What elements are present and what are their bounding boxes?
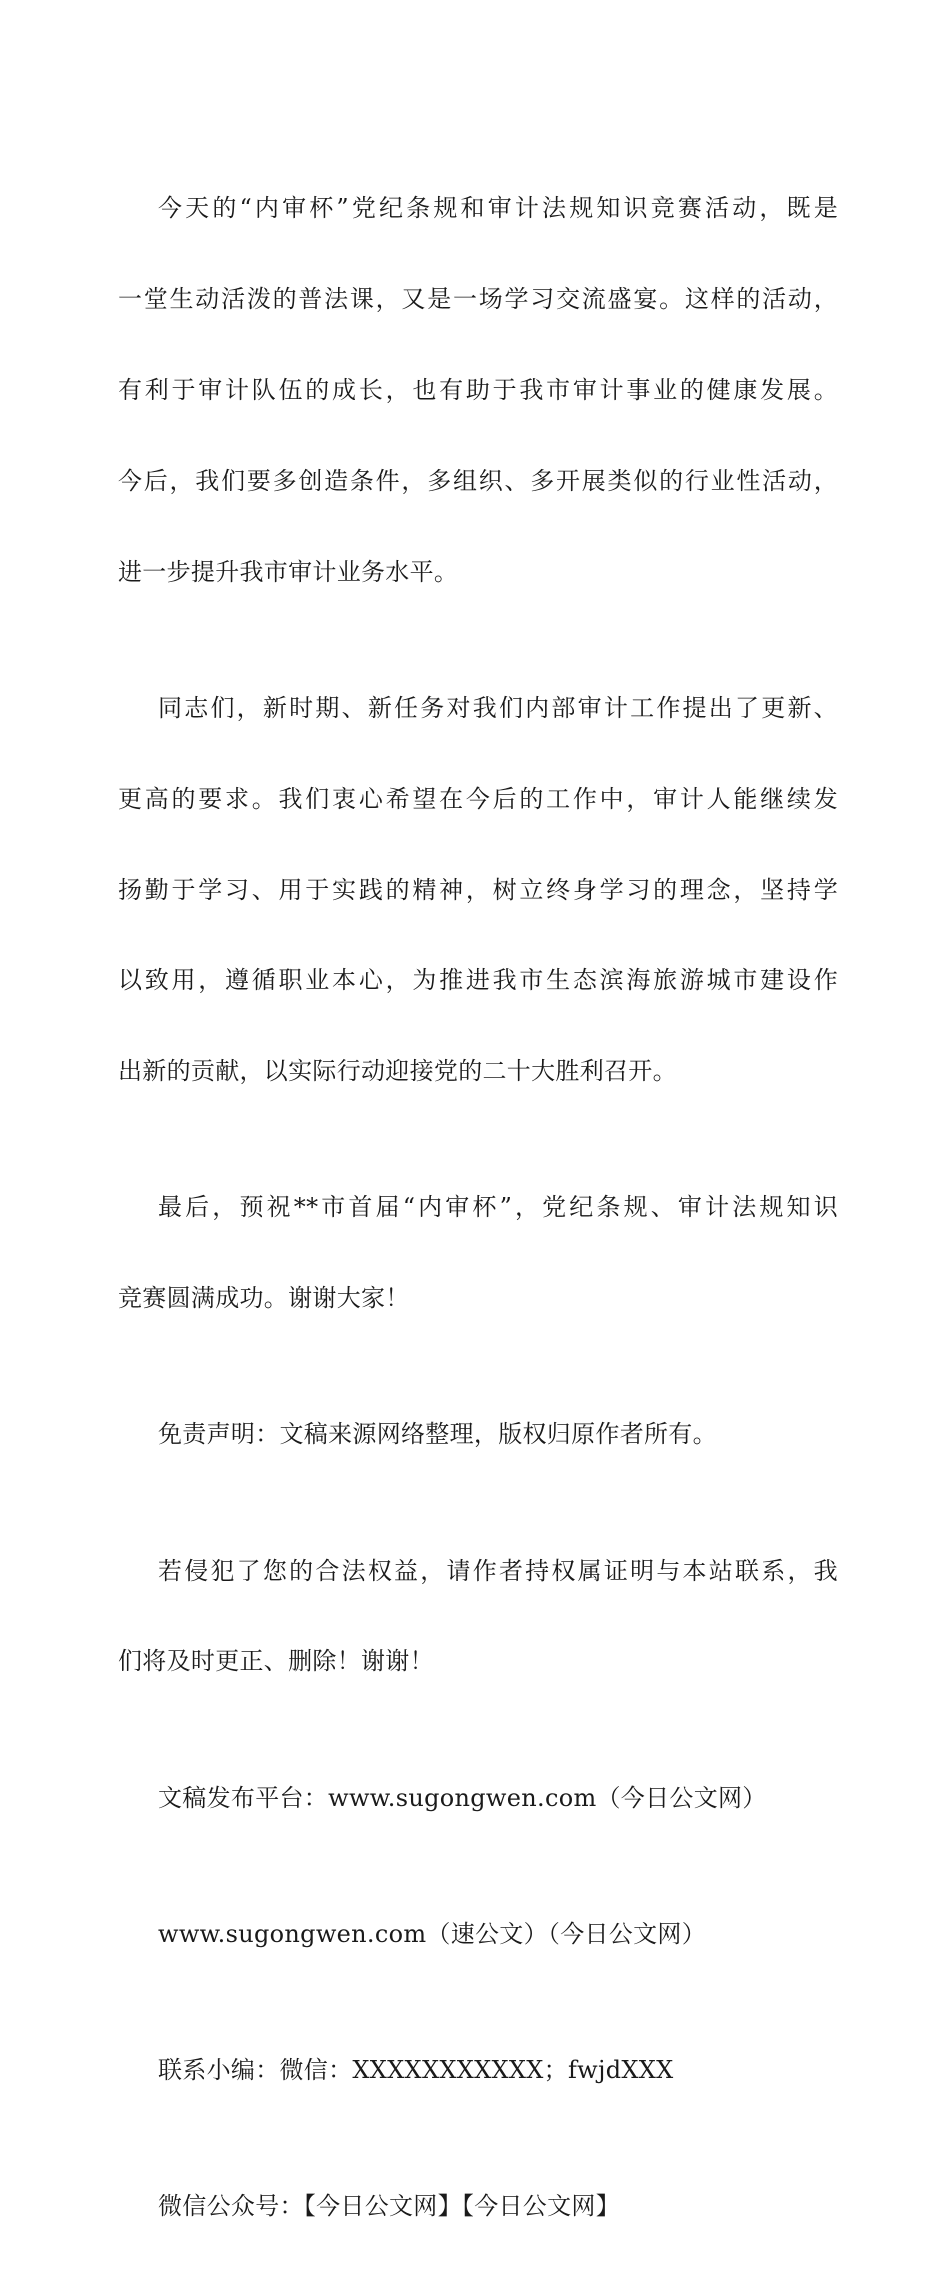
paragraph-disclaimer	[118, 1367, 838, 1503]
document-body	[118, 141, 838, 2275]
paragraph-closing-wishes	[118, 1140, 838, 1367]
paragraph-infringement-notice	[118, 1503, 838, 1730]
text-line: 以致用，遵循职业本心，为推进我市生态滨海旅游城市建设作	[118, 966, 838, 995]
text-line: www.sugongwen.com（速公文）（今日公文网）	[158, 1919, 706, 1948]
text-line: 最后，预祝**市首届“内审杯”，党纪条规、审计法规知识	[158, 1193, 838, 1222]
text-line: 出新的贡献，以实际行动迎接党的二十大胜利召开。	[118, 1057, 677, 1086]
text-line: 文稿发布平台：www.sugongwen.com（今日公文网）	[158, 1783, 767, 1812]
text-line: 微信公众号：【今日公文网】【今日公文网】	[158, 2192, 620, 2221]
text-line: 若侵犯了您的合法权益，请作者持权属证明与本站联系，我	[158, 1556, 838, 1585]
paragraph-publishing-platform	[118, 1730, 838, 1866]
text-line: 今后，我们要多创造条件，多组织、多开展类似的行业性活动，	[118, 466, 838, 495]
paragraph-contact-editor	[118, 2003, 838, 2139]
text-line: 进一步提升我市审计业务水平。	[118, 557, 459, 586]
text-line: 竞赛圆满成功。谢谢大家！	[118, 1284, 410, 1313]
text-line: 扬勤于学习、用于实践的精神，树立终身学习的理念，坚持学	[118, 875, 838, 904]
text-line: 免责声明：文稿来源网络整理，版权归原作者所有。	[158, 1420, 717, 1449]
text-line: 们将及时更正、删除！谢谢！	[118, 1647, 434, 1676]
paragraph-contest-activity	[118, 141, 838, 640]
text-line: 更高的要求。我们衷心希望在今后的工作中，审计人能继续发	[118, 784, 838, 813]
text-line: 一堂生动活泼的普法课，又是一场学习交流盛宴。这样的活动，	[118, 285, 838, 314]
paragraph-website	[118, 1866, 838, 2002]
text-line: 今天的“内审杯”党纪条规和审计法规知识竞赛活动，既是	[158, 194, 838, 223]
text-line: 联系小编：微信：XXXXXXXXXXX；fwjdXXX	[158, 2056, 674, 2085]
text-line: 有利于审计队伍的成长，也有助于我市审计事业的健康发展。	[118, 376, 838, 405]
text-line: 同志们，新时期、新任务对我们内部审计工作提出了更新、	[158, 693, 838, 722]
paragraph-wechat-account	[118, 2139, 838, 2275]
paragraph-comrades	[118, 640, 838, 1139]
